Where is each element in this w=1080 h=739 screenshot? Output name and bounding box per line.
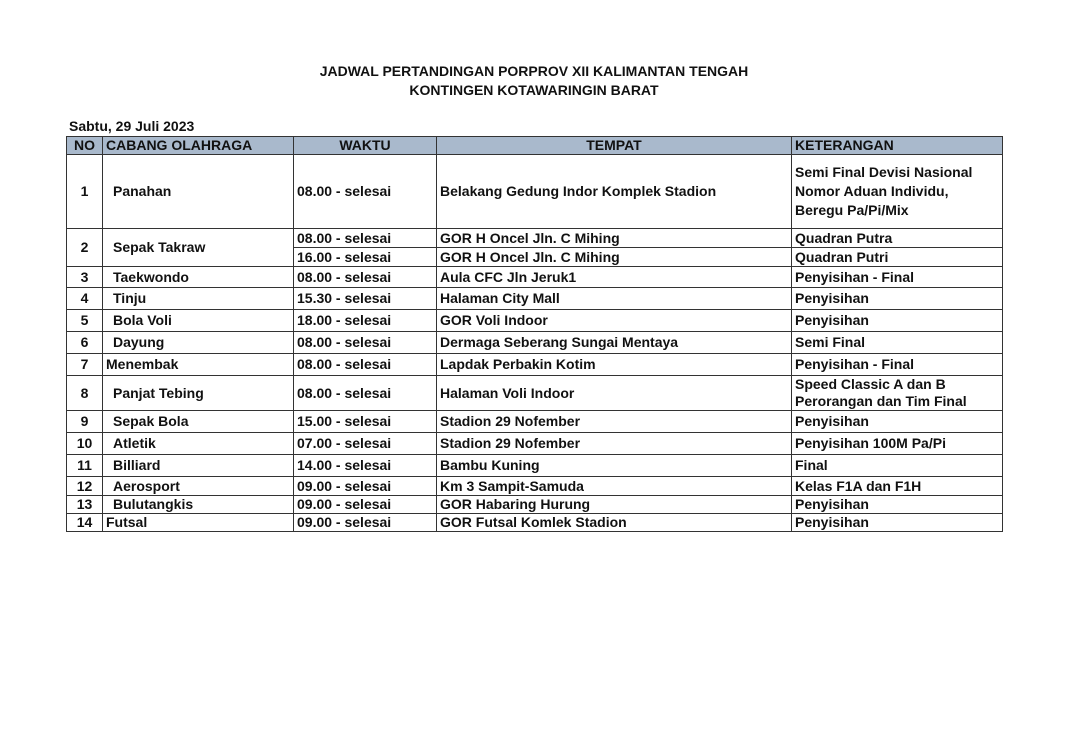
row-waktu: 16.00 - selesai [294, 248, 437, 267]
row-keterangan: Penyisihan [792, 411, 1003, 433]
row-waktu: 18.00 - selesai [294, 310, 437, 332]
table-row [67, 477, 1003, 496]
row-cabang: Futsal [103, 514, 294, 532]
row-keterangan [792, 155, 1003, 229]
row-tempat: Dermaga Seberang Sungai Mentaya [437, 332, 792, 354]
row-no: 13 [67, 496, 103, 514]
row-keterangan: Penyisihan - Final [792, 267, 1003, 288]
row-tempat: Lapdak Perbakin Kotim [437, 354, 792, 376]
document-subtitle: KONTINGEN KOTAWARINGIN BARAT [409, 82, 659, 98]
table-row [67, 288, 1003, 310]
header-cabang: CABANG OLAHRAGA [103, 137, 294, 155]
table-row [67, 496, 1003, 514]
table-row [67, 455, 1003, 477]
row-keterangan: Penyisihan [792, 288, 1003, 310]
row-cabang: Aerosport [103, 477, 294, 496]
schedule-table [66, 136, 1003, 532]
row-tempat: Km 3 Sampit-Samuda [437, 477, 792, 496]
row-keterangan: Penyisihan [792, 514, 1003, 532]
row-no: 10 [67, 433, 103, 455]
row-cabang: Bulutangkis [103, 496, 294, 514]
table-row [67, 354, 1003, 376]
header-no: NO [67, 137, 103, 155]
table-row [67, 376, 1003, 411]
row-tempat: GOR Futsal Komlek Stadion [437, 514, 792, 532]
row-keterangan: Penyisihan - Final [792, 354, 1003, 376]
document-title: JADWAL PERTANDINGAN PORPROV XII KALIMANTAN TENGAH [319, 63, 749, 79]
row-tempat: GOR Habaring Hurung [437, 496, 792, 514]
row-no: 6 [67, 332, 103, 354]
row-no: 14 [67, 514, 103, 532]
keterangan-line: Semi Final Devisi Nasional [795, 164, 973, 180]
row-waktu: 08.00 - selesai [294, 354, 437, 376]
row-keterangan: Penyisihan [792, 310, 1003, 332]
row-waktu: 09.00 - selesai [294, 514, 437, 532]
row-tempat: Halaman Voli Indoor [437, 376, 792, 411]
row-waktu: 07.00 - selesai [294, 433, 437, 455]
row-cabang: Atletik [103, 433, 294, 455]
row-keterangan: Quadran Putra [792, 229, 1003, 248]
row-waktu: 15.30 - selesai [294, 288, 437, 310]
row-waktu: 08.00 - selesai [294, 155, 437, 229]
row-cabang: Sepak Takraw [103, 229, 294, 267]
table-row [67, 229, 1003, 248]
keterangan-line: Speed Classic A dan B [795, 376, 946, 392]
row-no: 7 [67, 354, 103, 376]
table-row [67, 310, 1003, 332]
row-keterangan: Penyisihan 100M Pa/Pi [792, 433, 1003, 455]
row-keterangan: Kelas F1A dan F1H [792, 477, 1003, 496]
row-cabang: Menembak [103, 354, 294, 376]
row-waktu: 08.00 - selesai [294, 376, 437, 411]
row-waktu: 15.00 - selesai [294, 411, 437, 433]
row-no: 4 [67, 288, 103, 310]
schedule-date: Sabtu, 29 Juli 2023 [69, 118, 195, 134]
table-row [67, 332, 1003, 354]
row-cabang: Bola Voli [103, 310, 294, 332]
row-waktu: 09.00 - selesai [294, 496, 437, 514]
row-tempat: Stadion 29 Nofember [437, 411, 792, 433]
row-tempat: GOR H Oncel Jln. C Mihing [437, 229, 792, 248]
table-header-row [67, 137, 1003, 155]
row-tempat: Aula CFC Jln Jeruk1 [437, 267, 792, 288]
row-keterangan: Penyisihan [792, 496, 1003, 514]
row-cabang: Billiard [103, 455, 294, 477]
row-cabang: Taekwondo [103, 267, 294, 288]
table-row [67, 433, 1003, 455]
row-no: 2 [67, 229, 103, 267]
row-tempat: Stadion 29 Nofember [437, 433, 792, 455]
table-row [67, 514, 1003, 532]
row-keterangan [792, 376, 1003, 411]
row-no: 9 [67, 411, 103, 433]
row-no: 8 [67, 376, 103, 411]
table-row [67, 267, 1003, 288]
row-no: 3 [67, 267, 103, 288]
row-keterangan: Quadran Putri [792, 248, 1003, 267]
row-cabang: Panjat Tebing [103, 376, 294, 411]
row-waktu: 08.00 - selesai [294, 229, 437, 248]
keterangan-line: Beregu Pa/Pi/Mix [795, 202, 909, 218]
row-waktu: 14.00 - selesai [294, 455, 437, 477]
row-tempat: Halaman City Mall [437, 288, 792, 310]
row-cabang: Sepak Bola [103, 411, 294, 433]
keterangan-line: Nomor Aduan Individu, [795, 183, 949, 199]
row-keterangan: Final [792, 455, 1003, 477]
row-waktu: 08.00 - selesai [294, 332, 437, 354]
row-cabang: Panahan [103, 155, 294, 229]
row-waktu: 09.00 - selesai [294, 477, 437, 496]
row-tempat: Belakang Gedung Indor Komplek Stadion [437, 155, 792, 229]
row-keterangan: Semi Final [792, 332, 1003, 354]
row-no: 1 [67, 155, 103, 229]
row-tempat: GOR H Oncel Jln. C Mihing [437, 248, 792, 267]
header-tempat: TEMPAT [437, 137, 792, 155]
header-keterangan: KETERANGAN [792, 137, 1003, 155]
table-row [67, 155, 1003, 229]
row-tempat: Bambu Kuning [437, 455, 792, 477]
row-tempat: GOR Voli Indoor [437, 310, 792, 332]
table-row [67, 411, 1003, 433]
row-cabang: Dayung [103, 332, 294, 354]
keterangan-line: Perorangan dan Tim Final [795, 393, 967, 409]
row-no: 11 [67, 455, 103, 477]
row-no: 12 [67, 477, 103, 496]
row-waktu: 08.00 - selesai [294, 267, 437, 288]
row-cabang: Tinju [103, 288, 294, 310]
header-waktu: WAKTU [294, 137, 437, 155]
row-no: 5 [67, 310, 103, 332]
